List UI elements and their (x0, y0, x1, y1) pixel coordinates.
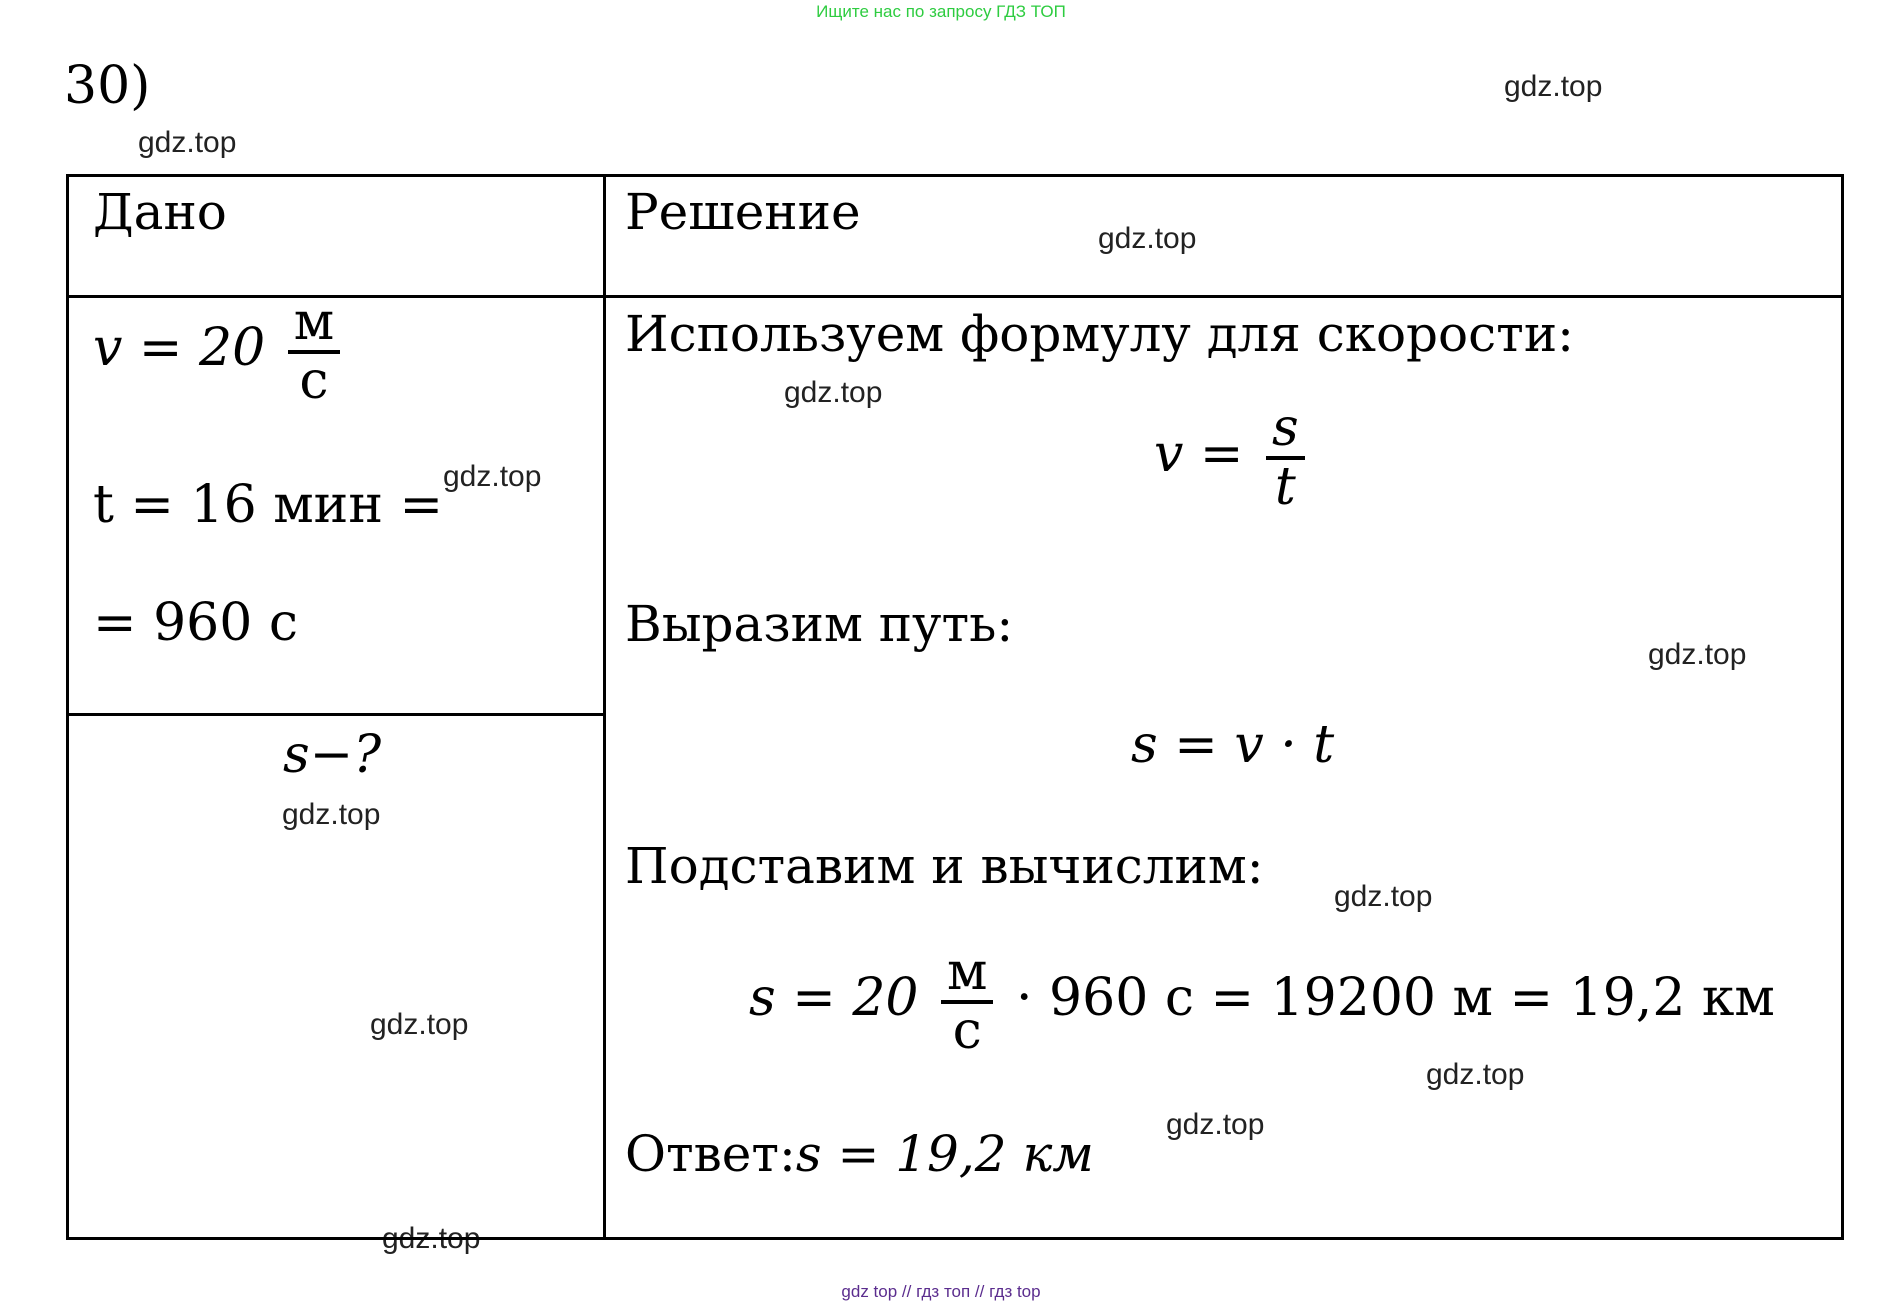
formula-fraction (1266, 398, 1305, 517)
answer (625, 1125, 1094, 1183)
watermark: gdz.top (382, 1222, 481, 1255)
calc-rhs: · 960 с = 19200 м = 19,2 км (1016, 968, 1775, 1029)
calc-unit-num: м (941, 945, 993, 1004)
top-banner: Ищите нас по запросу ГДЗ ТОП (816, 2, 1066, 21)
find-quantity: s−? (283, 725, 382, 785)
solution-step-3: Подставим и вычислим: (625, 837, 1264, 895)
watermark: gdz.top (1098, 222, 1197, 255)
watermark: gdz.top (370, 1008, 469, 1041)
given-divider (69, 713, 603, 716)
watermark: gdz.top (443, 460, 542, 493)
given-velocity (93, 292, 346, 411)
calc-lhs: s = 20 (749, 968, 919, 1029)
calc-unit-fraction (941, 942, 993, 1061)
solution-header: Решение (625, 183, 861, 241)
watermark: gdz.top (784, 376, 883, 409)
calculation (749, 942, 1775, 1061)
watermark: gdz.top (1426, 1058, 1525, 1091)
given-time: t = 16 мин = (93, 475, 444, 535)
formula-den: t (1274, 456, 1296, 517)
footer-links[interactable]: gdz top // гдз топ // гдз top (841, 1282, 1041, 1301)
velocity-unit-den: с (299, 350, 329, 411)
formula-num: s (1266, 401, 1305, 460)
column-divider (603, 177, 606, 1237)
answer-label: Ответ: (625, 1125, 796, 1183)
watermark: gdz.top (282, 798, 381, 831)
watermark: gdz.top (1334, 880, 1433, 913)
velocity-lhs: v = 20 (93, 318, 266, 379)
watermark: gdz.top (1166, 1108, 1265, 1141)
velocity-formula (1154, 398, 1311, 517)
solution-table (66, 174, 1844, 1240)
solution-step-1: Используем формулу для скорости: (625, 305, 1574, 363)
velocity-unit-fraction (288, 292, 340, 411)
velocity-unit-num: м (288, 295, 340, 354)
problem-number: 30) (64, 56, 151, 116)
solution-step-2: Выразим путь: (625, 595, 1014, 653)
answer-value: s = 19,2 км (795, 1125, 1094, 1183)
given-header: Дано (93, 183, 227, 241)
given-time-converted: = 960 с (93, 593, 299, 653)
path-formula: s = v · t (1131, 715, 1335, 775)
formula-lhs: v = (1154, 424, 1244, 485)
watermark: gdz.top (1504, 70, 1603, 103)
calc-unit-den: с (952, 1000, 982, 1061)
watermark: gdz.top (1648, 638, 1747, 671)
watermark: gdz.top (138, 126, 237, 159)
